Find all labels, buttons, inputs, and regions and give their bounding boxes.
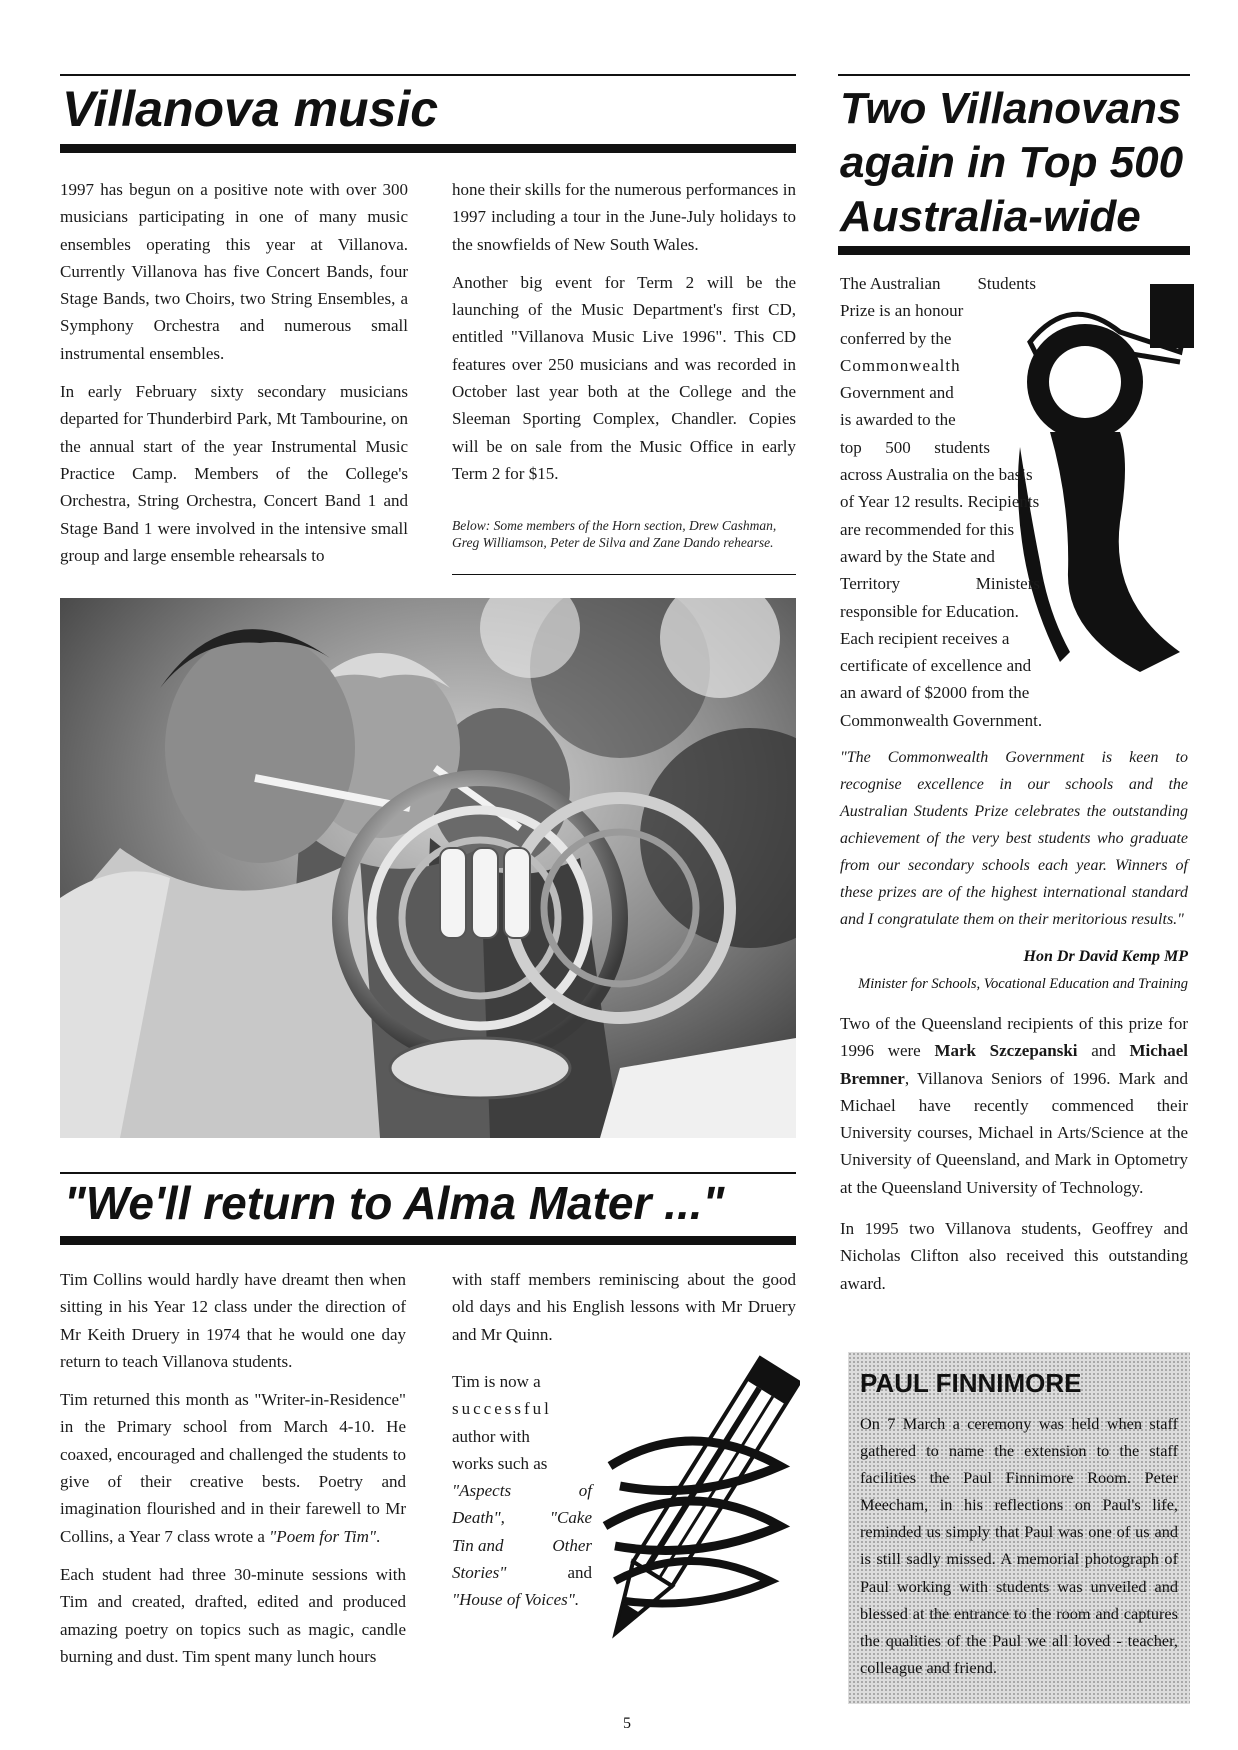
alma-paragraph: with staff members reminiscing about the good old days and his English lessons with Mr Druery and Mr Quinn. bbox=[452, 1270, 796, 1344]
music-heading-rule bbox=[60, 144, 796, 153]
page-number: 5 bbox=[623, 1715, 631, 1732]
headline-line: again in Top 500 bbox=[840, 138, 1184, 187]
wrap-line: "House of Voices". bbox=[452, 1590, 580, 1610]
wrap-line: across Australia on the basis bbox=[840, 465, 1033, 485]
minister-quote: "The Commonwealth Government is keen to recognise excellence in our schools and the Australian Students Prize celebrates the outstanding achievement of the very best students who graduate from our secondary schools each year. Winners of these prizes are of the highest international standard and I congratulate them on their meritorious results." bbox=[840, 749, 1188, 928]
wrap-line bbox=[452, 1532, 592, 1559]
quote-attribution-role: Minister for Schools, Vocational Education and Training bbox=[858, 976, 1188, 992]
headline-line: Australia-wide bbox=[840, 192, 1141, 241]
wrap-line: author with bbox=[452, 1426, 530, 1446]
wrap-line: Government and bbox=[840, 383, 954, 403]
music-paragraph: 1997 has begun on a positive note with over 300 musicians participating in one of many music ensembles operating this year at Villanova. Currently Villanova has five Concert Bands, four Stage Bands, two Choirs, two String Ensembles, a Symphony Orchestra and numerous small instrumental ensembles. bbox=[60, 180, 408, 363]
pencil-icon bbox=[590, 1326, 800, 1686]
wrap-text: Other bbox=[552, 1535, 592, 1555]
top500-top-rule bbox=[838, 74, 1190, 76]
wrap-line bbox=[840, 434, 990, 461]
finnimore-title: PAUL FINNIMORE bbox=[860, 1368, 1082, 1398]
wrap-line: certificate of excellence and bbox=[840, 656, 1032, 676]
wrap-line: Commonwealth bbox=[840, 355, 961, 375]
wrap-line: award by the State and bbox=[840, 546, 995, 566]
wrap-text: top bbox=[840, 437, 862, 457]
wrap-text: Ministers bbox=[975, 574, 1040, 594]
wrap-line: Each recipient receives a bbox=[840, 628, 1010, 648]
wrap-line: successful bbox=[452, 1399, 552, 1419]
wrap-text: "Aspects bbox=[452, 1481, 512, 1501]
wrap-line: is awarded to the bbox=[840, 410, 956, 430]
wrap-line: responsible for Education. bbox=[840, 601, 1019, 621]
recipients-text: Two of the Queensland recipients of this prize for 1996 were bbox=[840, 1014, 1188, 1061]
recipients-paragraph bbox=[840, 1010, 1188, 1201]
wrap-text: of bbox=[578, 1481, 592, 1501]
wrap-text: students bbox=[934, 437, 990, 457]
horn-photo-illustration bbox=[60, 598, 796, 1138]
wrap-line bbox=[452, 1504, 592, 1531]
top500-heading-rule bbox=[838, 246, 1190, 255]
wrap-text: 500 bbox=[885, 437, 911, 457]
wrap-line bbox=[840, 570, 1040, 597]
alma-paragraph: Tim Collins would hardly have dreamt then when sitting in his Year 12 class under the direction of Mr Keith Druery in 1974 that he would one day return to teach Villanova students. bbox=[60, 1270, 406, 1371]
alma-heading-rule bbox=[60, 1236, 796, 1245]
recipients-paragraph: In 1995 two Villanova students, Geoffrey and Nicholas Clifton also received this outstanding award. bbox=[840, 1219, 1188, 1293]
wrap-line bbox=[452, 1477, 592, 1504]
wrap-line bbox=[840, 270, 1036, 297]
quote-attribution-name: Hon Dr David Kemp MP bbox=[1023, 948, 1188, 965]
top500-headline bbox=[840, 82, 1183, 244]
headline-line: Two Villanovans bbox=[840, 84, 1182, 133]
wrap-text: Stories" bbox=[452, 1563, 507, 1583]
recipients-text: , Villanova Seniors of 1996. Mark and Michael have recently commenced their University courses, Michael in Arts/Science at the University of Queensland, and Mark in Optometry at the Queensland University of Technology. bbox=[840, 1068, 1188, 1197]
recipient-name: Mark Szczepanski bbox=[934, 1041, 1078, 1061]
alma-text: Tim returned this month as "Writer-in-Residence" in the Primary school from March 4-10. He coaxed, encouraged and challenged the students to give of their creative bests. Poetry and imagination flourished and in their farewell to Mr Collins, a Year 7 class wrote a bbox=[60, 1390, 406, 1546]
music-column-1 bbox=[60, 176, 408, 580]
top500-recipients bbox=[840, 1010, 1188, 1308]
alma-column-1 bbox=[60, 1266, 406, 1681]
wrap-text: The Australian bbox=[840, 274, 941, 293]
wrap-text: "Cake bbox=[549, 1508, 592, 1528]
wrap-line: are recommended for this bbox=[840, 519, 1015, 539]
alma-wrap-text bbox=[452, 1368, 592, 1614]
caption-rule bbox=[452, 574, 796, 575]
alma-top-rule bbox=[60, 1172, 796, 1174]
alma-text: . bbox=[376, 1526, 381, 1546]
alma-paragraph: Each student had three 30-minute sessions with Tim and created, drafted, edited and produced amazing poetry on topics such as magic, candle burning and dust. Tim spent many lunch hours bbox=[60, 1564, 406, 1666]
music-headline: Villanova music bbox=[62, 81, 439, 137]
wrap-text: Students bbox=[977, 274, 1036, 293]
finnimore-text: On 7 March a ceremony was held when staff gathered to name the extension to the staff facilities the Paul Finnimore Room. Peter Meecham, in his reflections on Paul's life, reminded us simply that Paul was one of us and is still sadly missed. A memorial photograph of Paul working with students was unveiled and blessed at the entrance to the room and captures the qualities of the Paul we all loved - teacher, colleague and friend. bbox=[860, 1414, 1178, 1677]
music-column-2 bbox=[452, 176, 796, 498]
wrap-text: Tin and bbox=[452, 1535, 504, 1555]
music-paragraph: In early February sixty secondary musicians departed for Thunderbird Park, Mt Tambourine, on the annual start of the year Instrumental Music Practice Camp. Members of the College's Orchestra, String Orchestra, Concert Band 1 and Stage Band 1 were involved in the intensive small group and large ensemble rehearsals to bbox=[60, 382, 408, 565]
wrap-line: an award of $2000 from the bbox=[840, 683, 1030, 703]
music-paragraph: Another big event for Term 2 will be the launching of the Music Department's first CD, entitled "Villanova Music Live 1996". This CD features over 250 musicians and was recorded in October last year both at the College and the Sleeman Sporting Complex, Chandler. Copies will be on sale from the Music Office in early Term 2 for $15. bbox=[452, 272, 796, 483]
finnimore-box bbox=[848, 1352, 1190, 1704]
wrap-line: of Year 12 results. Recipients bbox=[840, 492, 1040, 512]
music-top-rule bbox=[60, 74, 796, 76]
wrap-line: Commonwealth Government. bbox=[840, 710, 1043, 730]
wrap-text: Death", bbox=[452, 1508, 505, 1528]
photo-caption: Below: Some members of the Horn section, Drew Cashman, Greg Williamson, Peter de Silva and Zane Dando rehearse. bbox=[452, 518, 777, 550]
recipient-name: Michael Bremner bbox=[840, 1041, 1189, 1088]
wrap-line: works such as bbox=[452, 1453, 548, 1473]
wrap-line: conferred by the bbox=[840, 328, 952, 348]
music-paragraph: hone their skills for the numerous performances in 1997 including a tour in the June-July holidays to the snowfields of New South Wales. bbox=[452, 180, 796, 254]
top500-wrap-text bbox=[840, 270, 1042, 734]
recipients-text: and bbox=[1077, 1041, 1130, 1061]
poem-title: "Poem for Tim" bbox=[269, 1526, 377, 1546]
wrap-line bbox=[452, 1368, 592, 1395]
horn-section-photo bbox=[60, 598, 796, 1138]
wrap-line: Prize is an honour bbox=[840, 301, 964, 321]
wrap-text: Tim is now a bbox=[452, 1372, 541, 1391]
wrap-line bbox=[452, 1559, 592, 1586]
wrap-text: Territory bbox=[840, 574, 901, 594]
alma-headline: "We'll return to Alma Mater ..." bbox=[64, 1177, 725, 1229]
alma-paragraph bbox=[60, 1386, 406, 1550]
wrap-text: and bbox=[567, 1563, 592, 1583]
